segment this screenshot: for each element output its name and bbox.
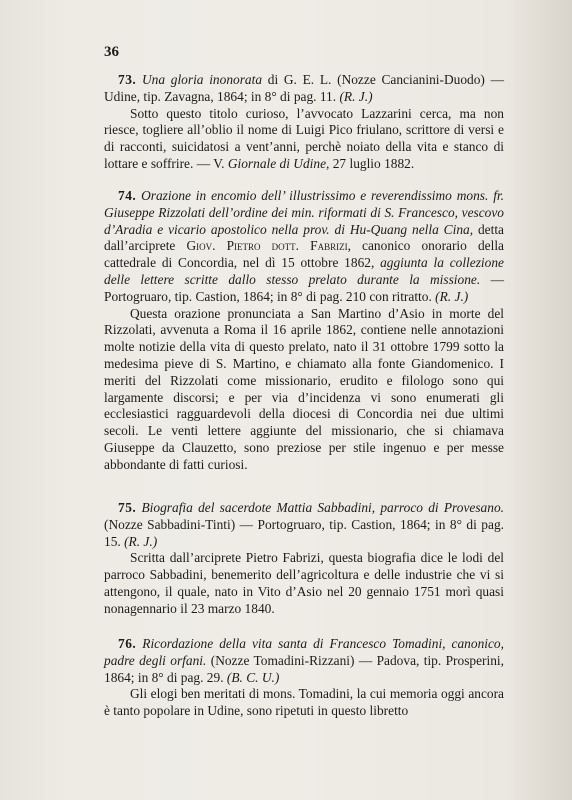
- entry-76: [104, 636, 504, 720]
- entry-body-text: Sotto questo titolo curioso, l’avvocato Lazzarini cerca, ma non riesce, togliere all’oblio il nome di Luigi Pico friulano, scrittore di versi e di racconti, suicidatosi a vent’anni, perchè noiato della vita e stanco di lottare e soffrire. — V.: [104, 105, 504, 171]
- entry-citation: (B. C. U.): [226, 669, 280, 685]
- entry-heading: [104, 500, 504, 550]
- entry-description: [104, 106, 504, 173]
- entry-73: [104, 72, 504, 173]
- entry-title: Orazione in encomio dell’ illustrissimo e reverendissimo mons. fr. Giuseppe Rizzolati dell’ordine dei min. riformati di S. Francesco, vescovo d’Aradia e vicario apostolico nella prov. di Hu-Quang nella Cina,: [104, 188, 504, 237]
- entry-publication: di G. E. L. (Nozze Cancianini-Duodo) — Udine, tip. Zavagna, 1864; in 8° di pag. 11.: [104, 72, 504, 104]
- entry-title: Ricordazione della vita santa di Francesco Tomadini, canonico, padre degli orfani.: [104, 636, 504, 668]
- entry-citation: (R. J.): [435, 288, 469, 304]
- entry-description: Gli elogi ben meritati di mons. Tomadini, la cui memoria oggi ancora è tanto popolare in Udine, sono ripetuti in questo libretto: [104, 686, 504, 719]
- entry-title: Una gloria inonorata: [141, 72, 263, 87]
- entry-author-intro: detta dall’arciprete: [104, 221, 504, 254]
- entry-74: [104, 188, 504, 474]
- entry-75: [104, 500, 504, 618]
- entry-number: 73.: [118, 72, 137, 87]
- entry-source-date: 27 luglio 1882.: [329, 155, 415, 171]
- entry-author-detail: , canonico onorario della cattedrale di Concordia, nel dì 15 ottobre 1862,: [104, 238, 504, 271]
- entry-number: 74.: [118, 188, 137, 203]
- entry-citation: (R. J.): [124, 533, 158, 549]
- entry-publication: (Nozze Sabbadini-Tinti) — Portogruaro, tip. Castion, 1864; in 8° di pag. 15.: [104, 516, 504, 549]
- entry-number: 75.: [118, 500, 137, 515]
- entry-title: Biografia del sacerdote Mattia Sabbadini, parroco di Provesano.: [141, 500, 504, 515]
- page-number: 36: [104, 44, 119, 60]
- entry-source: Giornale di Udine,: [227, 155, 330, 171]
- entry-author: Giov. Pietro dott. Fabrizi: [186, 238, 348, 254]
- entry-publication: (Nozze Tomadini-Rizzani) — Padova, tip. Prosperini, 1864; in 8° di pag. 29.: [104, 652, 504, 685]
- entry-heading: [104, 636, 504, 686]
- entry-number: 76.: [118, 636, 137, 651]
- entry-publication: — Portogruaro, tip. Castion, 1864; in 8° di pag. 210 con ritratto.: [104, 271, 504, 304]
- entry-citation: (R. J.): [339, 88, 373, 104]
- entry-heading: [104, 188, 504, 306]
- entry-heading: [104, 72, 504, 106]
- entry-description: Questa orazione pronunciata a San Martino d’Asio in morte del Rizzolati, avvenuta a Roma il 16 aprile 1862, contiene nelle annotazioni molte notizie della vita di questo prelato, nato il 31 ottobre 1799 sotto la medesima pieve di S. Martino, e chiamato alla fonte Giandomenico. I meriti del Rizzolati come missionario, erudito e filologo sono qui largamente discorsi; e per via d’incidenza vi sono enumerati gli ecclesiastici ragguardevoli della diocesi di Concordia nei due ultimi secoli. Le venti lettere aggiunte del missionario, che si chiamava Giuseppe da Clauzetto, sono preziose per stile ingenuo e per messe abbondante di fatti curiosi.: [104, 305, 504, 472]
- entry-subtitle: aggiunta la collezione delle lettere scritte dallo stesso prelato durante la missione.: [104, 255, 504, 287]
- entry-description: Scritta dall’arciprete Pietro Fabrizi, questa biografia dice le lodi del parroco Sabbadini, benemerito dell’agricoltura e delle industrie che vi si attengono, il quale, nato in Vito d’Asio nel 20 gennaio 1751 morì quasi nonagennario il 23 marzo 1840.: [104, 550, 504, 616]
